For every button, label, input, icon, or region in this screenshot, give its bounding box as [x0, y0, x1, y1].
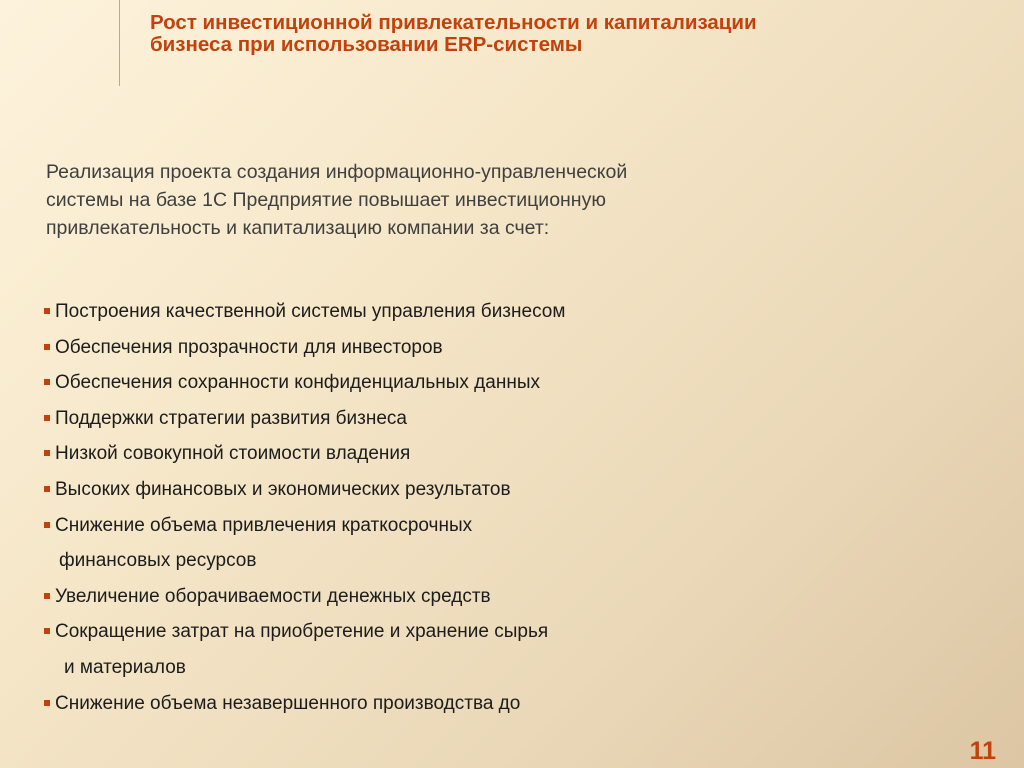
- square-bullet-icon: [44, 522, 50, 528]
- header-divider: [119, 0, 120, 86]
- square-bullet-icon: [44, 593, 50, 599]
- list-item-text: Поддержки стратегии развития бизнеса: [55, 407, 407, 429]
- list-item: [44, 294, 804, 330]
- list-item: [44, 686, 804, 722]
- list-item: [44, 614, 804, 650]
- list-item-text: Снижение объема привлечения краткосрочных: [55, 514, 473, 536]
- square-bullet-icon: [44, 308, 50, 314]
- square-bullet-icon: [44, 486, 50, 492]
- page-number: 11: [969, 737, 996, 765]
- list-item-continuation: [44, 543, 804, 579]
- list-item-text: Сокращение затрат на приобретение и хранение сырья: [55, 621, 549, 643]
- list-item: [44, 365, 804, 401]
- list-item: [44, 579, 804, 615]
- square-bullet-icon: [44, 415, 50, 421]
- list-item: [44, 436, 804, 472]
- bullet-list: [44, 294, 804, 721]
- square-bullet-icon: [44, 628, 50, 634]
- intro-line: привлекательность и капитализацию компании за счет:: [46, 217, 550, 239]
- list-item-text: Низкой совокупной стоимости владения: [55, 443, 411, 465]
- square-bullet-icon: [44, 700, 50, 706]
- list-item-text: Построения качественной системы управления бизнесом: [55, 301, 566, 322]
- square-bullet-icon: [44, 344, 50, 350]
- intro-line: системы на базе 1С Предприятие повышает инвестиционную: [46, 189, 606, 211]
- intro-line: Реализация проекта создания информационно-управленческой: [46, 161, 628, 183]
- list-item: [44, 330, 804, 366]
- list-item-continuation: [44, 650, 804, 686]
- list-item: [44, 508, 804, 544]
- slide-title: Рост инвестиционной привлекательности и капитализации бизнеса при использовании ERP-системы: [150, 11, 757, 56]
- list-item: [44, 401, 804, 437]
- list-item-text: Увеличение оборачиваемости денежных средств: [55, 585, 491, 607]
- list-item-text: финансовых ресурсов: [59, 550, 257, 572]
- list-item-text: Высоких финансовых и экономических результатов: [55, 478, 511, 500]
- list-item-text: и материалов: [64, 656, 186, 678]
- list-item-text: Обеспечения сохранности конфиденциальных данных: [55, 372, 540, 394]
- intro-paragraph: [46, 158, 766, 242]
- list-item-text: Обеспечения прозрачности для инвесторов: [55, 336, 443, 358]
- list-item-text: Снижение объема незавершенного производства до: [55, 692, 521, 714]
- square-bullet-icon: [44, 450, 50, 456]
- list-item: [44, 472, 804, 508]
- square-bullet-icon: [44, 379, 50, 385]
